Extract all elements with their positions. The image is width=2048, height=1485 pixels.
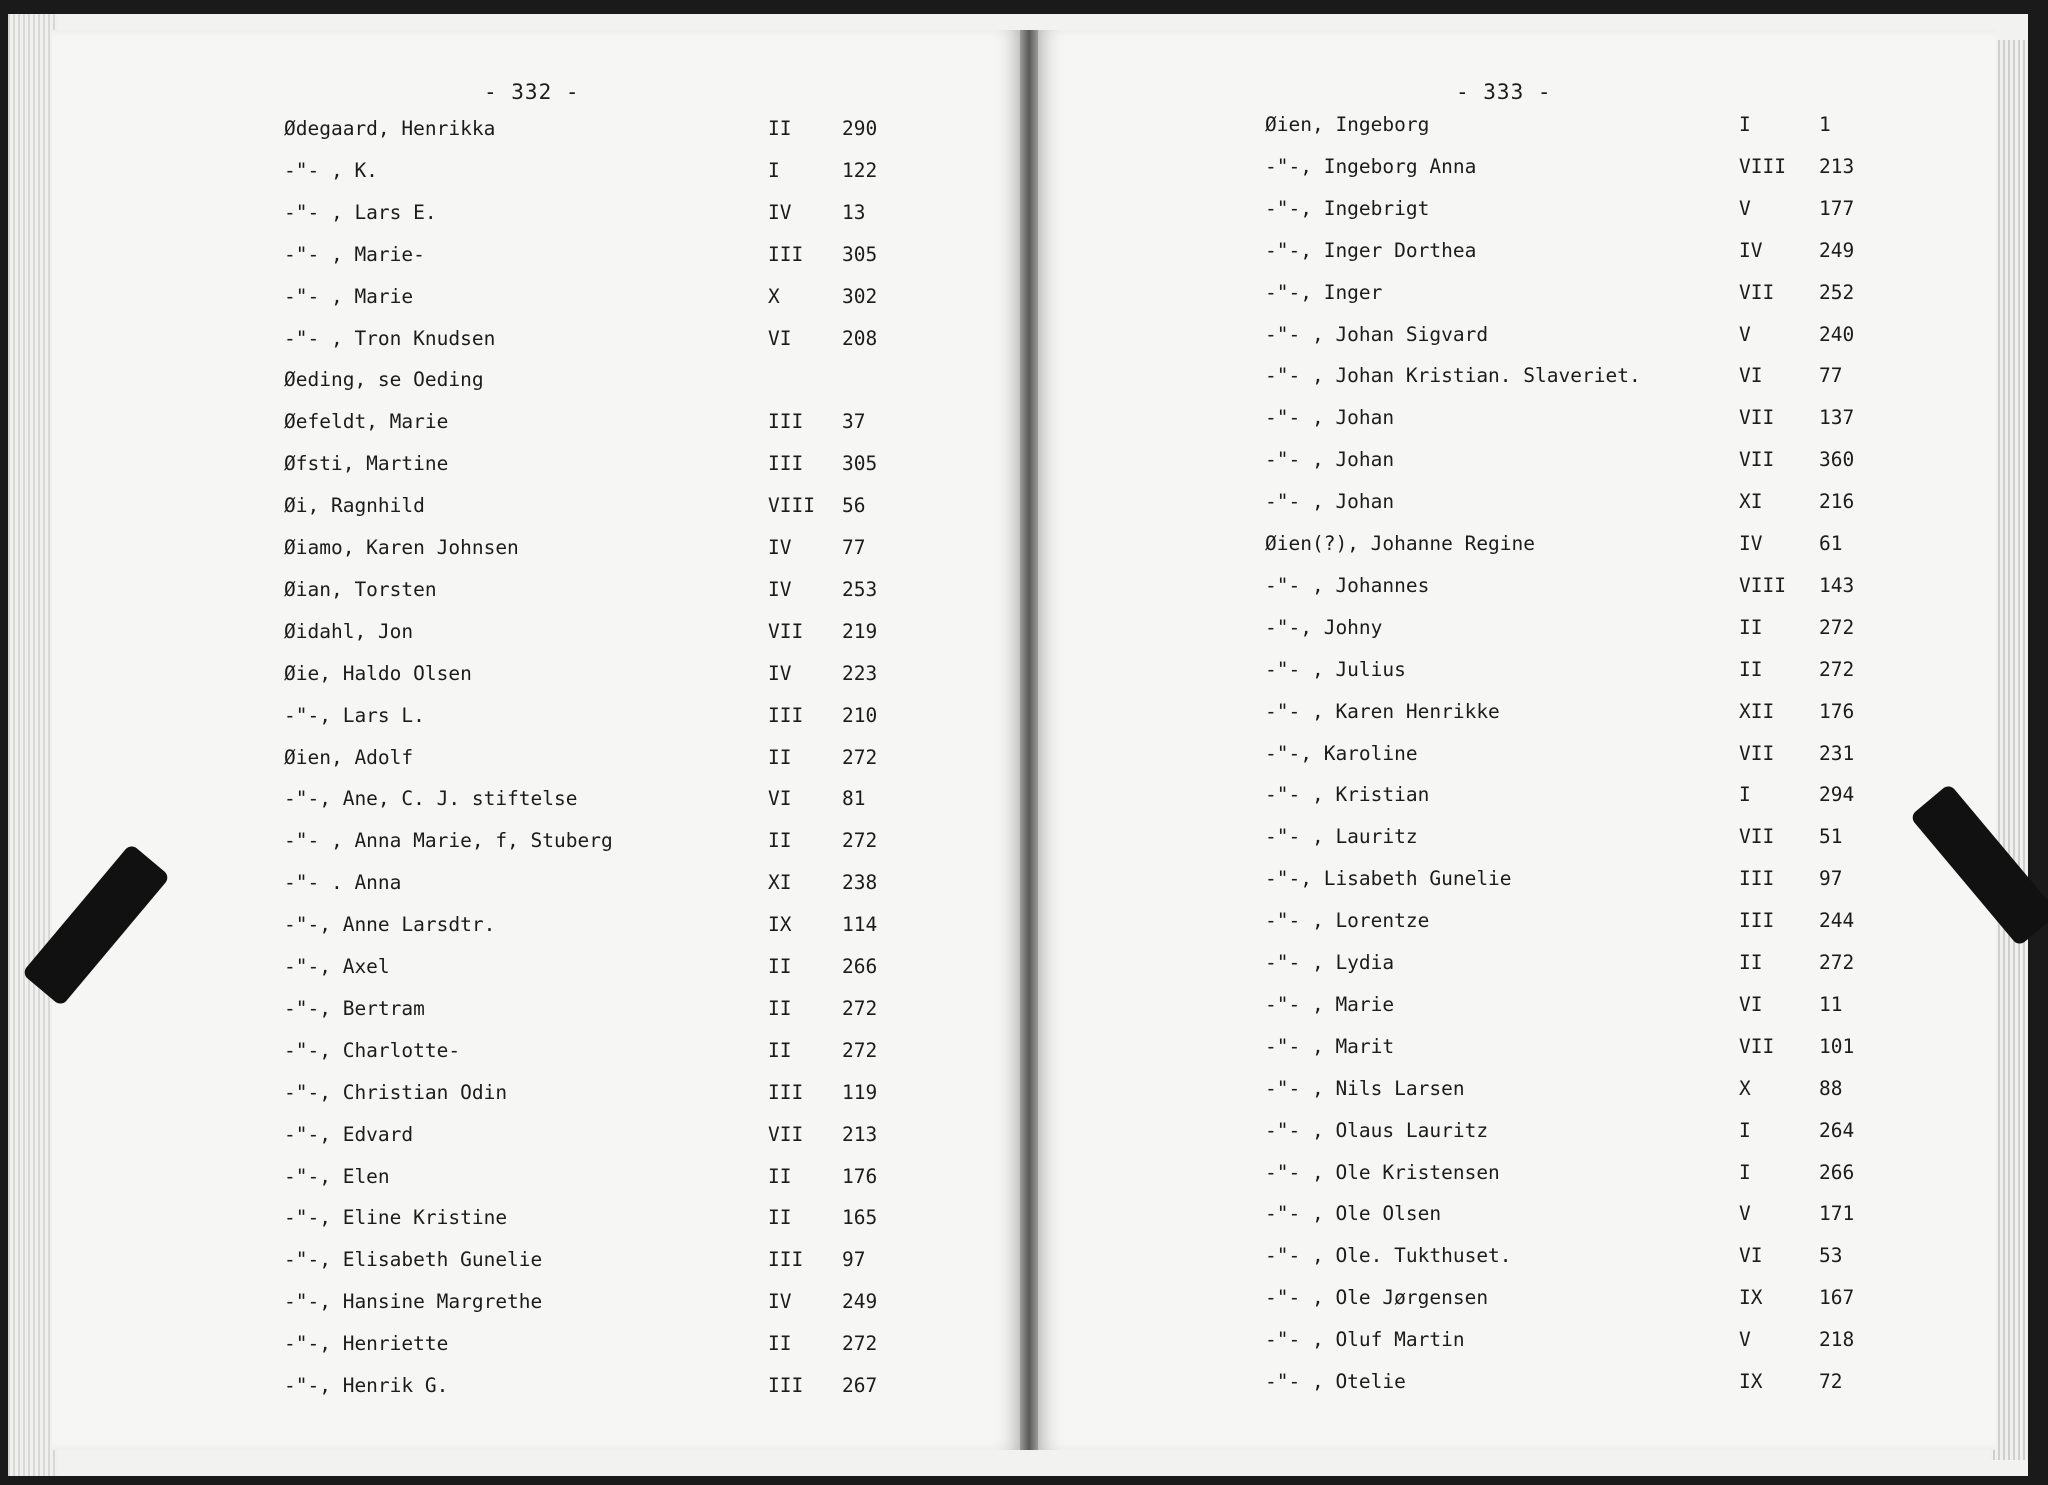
index-entry: [1265, 361, 1965, 391]
entry-volume: III: [768, 242, 804, 266]
index-entry: [1265, 445, 1965, 475]
entry-name: -"- , Marie-: [284, 242, 425, 266]
entry-page: 305: [842, 242, 878, 266]
entry-volume: VIII: [1739, 573, 1786, 597]
entry-volume: IV: [768, 1290, 792, 1314]
index-entry: [284, 659, 984, 689]
entry-name: Øfsti, Martine: [284, 452, 449, 476]
entry-name: -"- , Lars E.: [284, 200, 437, 224]
index-entry: [1265, 1283, 1965, 1313]
entry-name: -"- , Oluf Martin: [1265, 1328, 1465, 1352]
entry-name: -"-, Elen: [284, 1164, 390, 1188]
entry-page: 137: [1819, 406, 1855, 430]
index-entry: [284, 743, 984, 773]
entry-name: -"- , Johan Kristian. Slaveriet.: [1265, 364, 1641, 388]
entry-volume: VI: [1739, 1244, 1763, 1268]
entry-name: -"-, Lars L.: [284, 703, 425, 727]
entry-page: 290: [842, 117, 878, 140]
entry-volume: VII: [1739, 406, 1775, 430]
entry-name: -"- , Tron Knudsen: [284, 326, 496, 350]
entry-volume: IX: [768, 913, 792, 937]
entry-name: -"- , Marie: [1265, 992, 1395, 1016]
entry-page: 53: [1819, 1244, 1843, 1268]
index-entry: [284, 533, 984, 563]
entry-volume: II: [1739, 951, 1763, 974]
entry-volume: II: [768, 1038, 792, 1062]
entry-volume: II: [768, 829, 792, 853]
entry-volume: III: [768, 410, 804, 434]
entry-page: 122: [842, 158, 878, 182]
entry-page: 267: [842, 1374, 878, 1397]
entry-page: 119: [842, 1080, 878, 1104]
entry-name: -"- , Lydia: [1265, 951, 1395, 974]
entry-page: 272: [842, 745, 878, 769]
entry-name: -"- , Karen Henrikke: [1265, 699, 1500, 723]
index-entry: [1265, 1032, 1965, 1062]
entry-name: -"- , Otelie: [1265, 1370, 1406, 1393]
entry-page: 244: [1819, 909, 1855, 933]
index-entry: [1265, 822, 1965, 852]
entry-page: 97: [1819, 867, 1843, 891]
entry-page: 249: [842, 1290, 878, 1314]
index-entry: [284, 114, 984, 144]
entry-page: 97: [842, 1248, 866, 1272]
index-entry: [1265, 278, 1965, 308]
entry-name: -"- , Lorentze: [1265, 909, 1430, 933]
entry-volume: XI: [768, 871, 792, 895]
entry-page: 1: [1819, 113, 1831, 136]
entry-volume: I: [1739, 1160, 1751, 1184]
index-entry: [284, 1287, 984, 1317]
entry-name: -"-, Lisabeth Gunelie: [1265, 867, 1512, 891]
entry-volume: II: [768, 1164, 792, 1188]
entry-name: -"-, Hansine Margrethe: [284, 1290, 543, 1314]
entry-page: 61: [1819, 532, 1843, 555]
entry-name: -"- , Ole Kristensen: [1265, 1160, 1500, 1184]
index-entry: [284, 324, 984, 354]
entry-volume: V: [1739, 1202, 1751, 1226]
entry-page: 253: [842, 577, 878, 601]
index-entry: [284, 491, 984, 521]
entry-page: 210: [842, 703, 878, 727]
index-entry: [284, 1162, 984, 1192]
entry-page: 272: [1819, 657, 1855, 681]
entry-name: -"-, Bertram: [284, 996, 425, 1020]
entry-page: 218: [1819, 1328, 1855, 1352]
entry-name: Øiamo, Karen Johnsen: [284, 536, 519, 559]
index-entry: [1265, 487, 1965, 517]
index-entry: [1265, 571, 1965, 601]
entry-volume: VII: [1739, 1034, 1775, 1058]
entry-name: -"-, Elisabeth Gunelie: [284, 1248, 543, 1272]
entry-page: 77: [1819, 364, 1843, 388]
index-entry: [1265, 1158, 1965, 1188]
index-entry: [284, 1203, 984, 1233]
index-entry: [284, 617, 984, 647]
index-entry: [1265, 1367, 1965, 1397]
index-entry: [284, 240, 984, 270]
entry-name: -"-, Eline Kristine: [284, 1206, 508, 1230]
index-entry: [284, 198, 984, 228]
entry-page: 240: [1819, 322, 1855, 346]
entry-volume: I: [1739, 1118, 1751, 1142]
entry-page: 272: [1819, 951, 1855, 974]
entry-volume: II: [768, 996, 792, 1020]
entry-volume: IV: [768, 200, 792, 224]
entry-volume: IV: [768, 661, 792, 685]
entry-name: -"- , Lauritz: [1265, 825, 1418, 849]
entry-name: Øian, Torsten: [284, 577, 437, 601]
index-entry: [1265, 110, 1965, 140]
entry-volume: III: [768, 1374, 804, 1397]
entry-name: -"-, Henrik G.: [284, 1374, 449, 1397]
entry-name: Øie, Haldo Olsen: [284, 661, 472, 685]
entry-name: -"- , Julius: [1265, 657, 1406, 681]
entry-volume: III: [768, 1080, 804, 1104]
entry-page: 272: [842, 1038, 878, 1062]
index-entry: [1265, 1074, 1965, 1104]
entry-page: 238: [842, 871, 878, 895]
entry-page: 272: [842, 996, 878, 1020]
entry-name: -"- , K.: [284, 158, 378, 182]
entry-name: -"-, Ane, C. J. stiftelse: [284, 787, 578, 811]
entry-name: -"- , Johan: [1265, 490, 1395, 514]
entry-page: 272: [1819, 615, 1855, 639]
entry-page: 223: [842, 661, 878, 685]
index-entry: [1265, 194, 1965, 224]
left-page: [52, 30, 1022, 1450]
page-edges-left: [8, 14, 58, 1476]
entry-name: -"- , Kristian: [1265, 783, 1430, 807]
index-entry: [1265, 739, 1965, 769]
entry-page: 51: [1819, 825, 1843, 849]
entry-name: Øidahl, Jon: [284, 619, 414, 643]
index-entry: [284, 784, 984, 814]
entry-page: 252: [1819, 280, 1855, 304]
entry-volume: VIII: [1739, 154, 1786, 178]
index-entry: [284, 1036, 984, 1066]
entry-page: 360: [1819, 448, 1855, 472]
entry-volume: VI: [768, 787, 792, 811]
index-entry: [1265, 697, 1965, 727]
entry-volume: VI: [1739, 364, 1763, 388]
entry-volume: IV: [1739, 532, 1763, 555]
index-entry: [1265, 403, 1965, 433]
entry-page: 176: [1819, 699, 1855, 723]
entry-volume: I: [768, 158, 780, 182]
index-entry: [284, 365, 984, 395]
entry-volume: II: [768, 117, 792, 140]
entry-volume: IV: [1739, 238, 1763, 262]
book-gutter: [1020, 30, 1038, 1450]
index-entry: [284, 1120, 984, 1150]
index-entry: [1265, 529, 1965, 559]
index-entry: [1265, 236, 1965, 266]
entry-name: Øien, Ingeborg: [1265, 113, 1430, 136]
entry-volume: VII: [1739, 741, 1775, 765]
entry-page: 167: [1819, 1286, 1855, 1310]
entry-name: Øefeldt, Marie: [284, 410, 449, 434]
index-entry: [284, 282, 984, 312]
index-entry: [284, 701, 984, 731]
index-entry: [1265, 1241, 1965, 1271]
entry-volume: III: [1739, 909, 1775, 933]
entry-volume: V: [1739, 196, 1751, 220]
entry-page: 81: [842, 787, 866, 811]
index-entry: [284, 1078, 984, 1108]
index-entry: [1265, 864, 1965, 894]
entry-name: Øi, Ragnhild: [284, 494, 425, 518]
entry-page: 272: [842, 1332, 878, 1356]
index-entry: [284, 868, 984, 898]
entry-page: 171: [1819, 1202, 1855, 1226]
entry-page: 213: [842, 1122, 878, 1146]
entry-page: 216: [1819, 490, 1855, 514]
entry-page: 13: [842, 200, 866, 224]
entry-name: -"-, Ingeborg Anna: [1265, 154, 1477, 178]
entry-page: 294: [1819, 783, 1855, 807]
entry-volume: XI: [1739, 490, 1763, 514]
entry-volume: VI: [1739, 992, 1763, 1016]
entry-volume: X: [1739, 1076, 1751, 1100]
page-number: - 333 -: [1456, 80, 1552, 104]
entry-name: -"- , Ole Jørgensen: [1265, 1286, 1489, 1310]
entry-volume: III: [768, 452, 804, 476]
entry-volume: VIII: [768, 494, 815, 518]
entry-page: 11: [1819, 992, 1843, 1016]
index-entry: [284, 910, 984, 940]
entry-volume: XII: [1739, 699, 1775, 723]
entry-volume: III: [1739, 867, 1775, 891]
index-entry: [284, 156, 984, 186]
entry-page: 56: [842, 494, 866, 518]
entry-volume: VII: [1739, 825, 1775, 849]
entry-name: -"-, Inger Dorthea: [1265, 238, 1477, 262]
entry-name: -"-, Anne Larsdtr.: [284, 913, 496, 937]
index-entry: [1265, 655, 1965, 685]
index-entry: [1265, 906, 1965, 936]
entry-volume: IV: [768, 577, 792, 601]
entry-page: 208: [842, 326, 878, 350]
entry-volume: II: [768, 955, 792, 978]
entry-name: -"-, Edvard: [284, 1122, 414, 1146]
entry-volume: VII: [1739, 280, 1775, 304]
index-entry: [1265, 320, 1965, 350]
entry-page: 72: [1819, 1370, 1843, 1393]
entry-name: -"- , Anna Marie, f, Stuberg: [284, 829, 613, 853]
entry-name: -"-, Charlotte-: [284, 1038, 461, 1062]
index-entry: [284, 952, 984, 982]
index-entry: [1265, 1325, 1965, 1355]
entry-page: 231: [1819, 741, 1855, 765]
entry-page: 302: [842, 284, 878, 308]
entry-volume: VII: [768, 619, 804, 643]
index-entry: [284, 826, 984, 856]
entry-page: 249: [1819, 238, 1855, 262]
index-entry: [1265, 152, 1965, 182]
entry-page: 213: [1819, 154, 1855, 178]
entry-page: 266: [1819, 1160, 1855, 1184]
index-entry: [284, 1245, 984, 1275]
index-entry: [284, 575, 984, 605]
entry-page: 88: [1819, 1076, 1843, 1100]
index-entry: [1265, 990, 1965, 1020]
entry-page: 101: [1819, 1034, 1855, 1058]
entry-name: -"- , Johannes: [1265, 573, 1430, 597]
entry-page: 37: [842, 410, 866, 434]
index-entry: [284, 407, 984, 437]
right-page: [1036, 30, 1996, 1450]
index-entry: [1265, 1199, 1965, 1229]
entry-volume: V: [1739, 1328, 1751, 1352]
index-entry: [1265, 1116, 1965, 1146]
entry-page: 266: [842, 955, 878, 978]
entry-volume: IX: [1739, 1286, 1763, 1310]
entry-name: Øien(?), Johanne Regine: [1265, 532, 1536, 555]
index-entry: [1265, 780, 1965, 810]
entry-volume: V: [1739, 322, 1751, 346]
index-entry: [1265, 613, 1965, 643]
index-entry: [284, 994, 984, 1024]
entry-volume: IX: [1739, 1370, 1763, 1393]
entry-page: 165: [842, 1206, 878, 1230]
entry-volume: III: [768, 1248, 804, 1272]
entry-volume: II: [768, 745, 792, 769]
entry-name: -"- , Johan: [1265, 406, 1395, 430]
entry-name: -"- , Nils Larsen: [1265, 1076, 1465, 1100]
entry-name: -"-, Inger: [1265, 280, 1383, 304]
entry-volume: II: [768, 1206, 792, 1230]
entry-name: -"- , Ole. Tukthuset.: [1265, 1244, 1512, 1268]
entry-page: 143: [1819, 573, 1855, 597]
entry-name: Øien, Adolf: [284, 745, 414, 769]
entry-page: 219: [842, 619, 878, 643]
entry-name: Ødegaard, Henrikka: [284, 117, 496, 140]
entry-volume: VI: [768, 326, 792, 350]
entry-volume: II: [1739, 615, 1763, 639]
entry-page: 272: [842, 829, 878, 853]
entry-name: -"-, Johny: [1265, 615, 1383, 639]
index-entry: [284, 1371, 984, 1401]
page-number: - 332 -: [484, 80, 580, 104]
entry-volume: VII: [768, 1122, 804, 1146]
entry-name: -"- , Marit: [1265, 1034, 1395, 1058]
index-entry: [1265, 948, 1965, 978]
entry-volume: III: [768, 703, 804, 727]
index-entry: [284, 1329, 984, 1359]
entry-volume: II: [768, 1332, 792, 1356]
entry-name: -"-, Axel: [284, 955, 390, 978]
entry-name: -"- , Johan Sigvard: [1265, 322, 1489, 346]
index-entry: [284, 449, 984, 479]
entry-name: -"-, Henriette: [284, 1332, 449, 1356]
entry-page: 264: [1819, 1118, 1855, 1142]
entry-name: -"-, Christian Odin: [284, 1080, 508, 1104]
entry-volume: VII: [1739, 448, 1775, 472]
entry-name: -"- , Olaus Lauritz: [1265, 1118, 1489, 1142]
entry-page: 114: [842, 913, 878, 937]
entry-volume: I: [1739, 783, 1751, 807]
entry-page: 305: [842, 452, 878, 476]
entry-name: -"-, Ingebrigt: [1265, 196, 1430, 220]
entry-page: 77: [842, 536, 866, 559]
entry-name: -"- , Ole Olsen: [1265, 1202, 1442, 1226]
entry-volume: I: [1739, 113, 1751, 136]
entry-volume: II: [1739, 657, 1763, 681]
entry-name: -"- , Johan: [1265, 448, 1395, 472]
entry-volume: X: [768, 284, 780, 308]
entry-page: 176: [842, 1164, 878, 1188]
entry-name: -"-, Karoline: [1265, 741, 1418, 765]
entry-page: 177: [1819, 196, 1855, 220]
entry-name: -"- , Marie: [284, 284, 414, 308]
entry-name: Øeding, se Oeding: [284, 368, 484, 392]
entry-name: -"- . Anna: [284, 871, 402, 895]
entry-volume: IV: [768, 536, 792, 559]
